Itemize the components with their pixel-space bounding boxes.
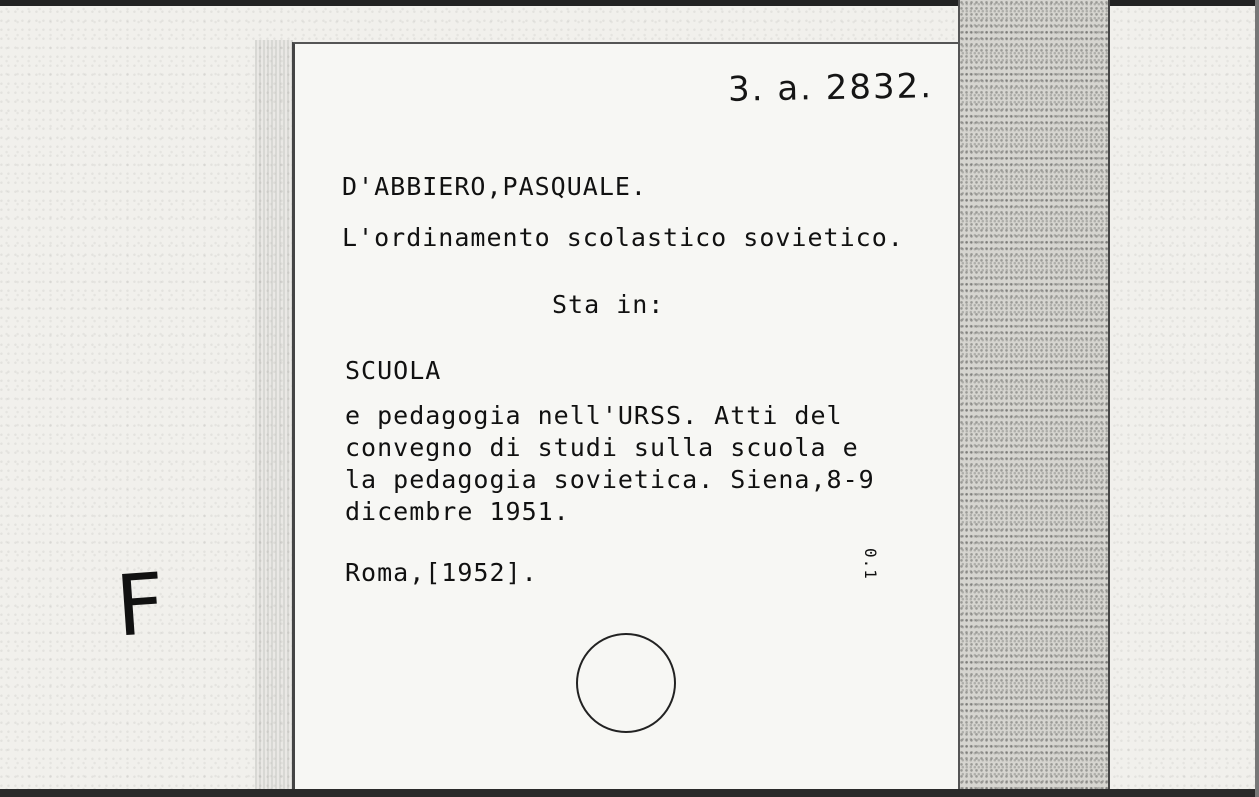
- card-right-edge: [958, 0, 1110, 790]
- punch-hole: [576, 633, 676, 733]
- margin-letter: F: [112, 554, 168, 656]
- author-heading: D'ABBIERO,PASQUALE.: [342, 172, 647, 201]
- sta-in-label: Sta in:: [552, 290, 665, 319]
- series-heading: SCUOLA: [345, 356, 442, 385]
- right-border: [1255, 0, 1259, 797]
- card-left-shadow: [255, 40, 293, 790]
- call-number: 3. a. 2832.: [727, 66, 934, 110]
- side-code: 0.1: [861, 548, 880, 580]
- imprint: Roma,[1952].: [345, 558, 538, 587]
- series-description: e pedagogia nell'URSS. Atti del convegno di studi sulla scuola e la pedagogia sovietica. Siena,8-9 dicembre 1951.: [345, 401, 875, 526]
- bottom-border: [0, 789, 1259, 797]
- work-title: L'ordinamento scolastico sovietico.: [342, 223, 904, 252]
